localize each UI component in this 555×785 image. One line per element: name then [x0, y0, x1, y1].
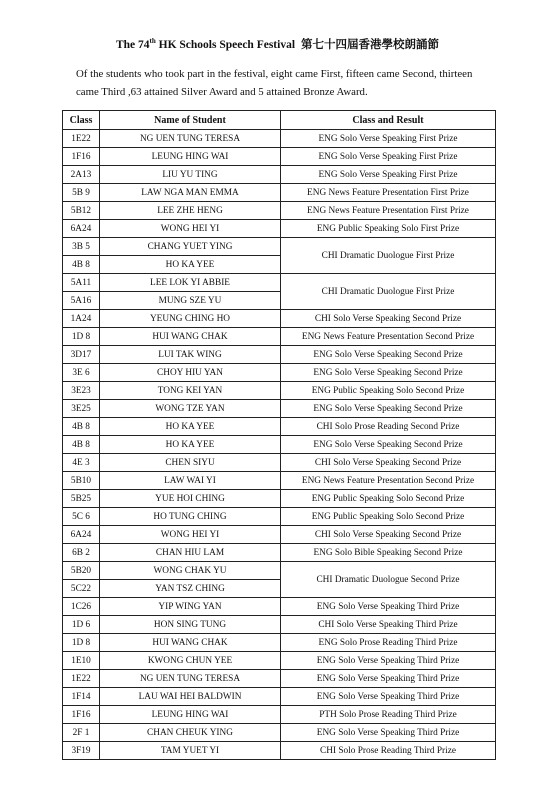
page-title [0, 36, 555, 52]
cell-result: PTH Solo Prose Reading Third Prize [281, 706, 496, 724]
table-row [63, 274, 496, 292]
cell-name: LAU WAI HEI BALDWIN [100, 688, 281, 706]
title-chinese: 第七十四屆香港學校朗誦節 [301, 37, 440, 51]
table-row [63, 400, 496, 418]
header-name: Name of Student [100, 111, 281, 130]
cell-result: CHI Solo Verse Speaking Second Prize [281, 310, 496, 328]
cell-name: CHOY HIU YAN [100, 364, 281, 382]
cell-class: 1C26 [63, 598, 100, 616]
cell-result: ENG Solo Verse Speaking First Prize [281, 166, 496, 184]
header-class: Class [63, 111, 100, 130]
table-row [63, 670, 496, 688]
table-row [63, 562, 496, 580]
cell-result: ENG Solo Bible Speaking Second Prize [281, 544, 496, 562]
cell-result: ENG News Feature Presentation First Prize [281, 202, 496, 220]
cell-class: 3F19 [63, 742, 100, 760]
cell-result: ENG Solo Verse Speaking Third Prize [281, 670, 496, 688]
cell-name: WONG CHAK YU [100, 562, 281, 580]
cell-result: CHI Solo Prose Reading Third Prize [281, 742, 496, 760]
cell-result: CHI Solo Verse Speaking Third Prize [281, 616, 496, 634]
cell-name: LIU YU TING [100, 166, 281, 184]
cell-name: LEUNG HING WAI [100, 706, 281, 724]
cell-name: CHANG YUET YING [100, 238, 281, 256]
cell-name: LUI TAK WING [100, 346, 281, 364]
cell-class: 5A16 [63, 292, 100, 310]
table-row [63, 634, 496, 652]
cell-class: 5C22 [63, 580, 100, 598]
cell-class: 3B 5 [63, 238, 100, 256]
table-row [63, 346, 496, 364]
cell-class: 5B10 [63, 472, 100, 490]
table-row [63, 454, 496, 472]
table-row [63, 616, 496, 634]
cell-result: ENG Solo Verse Speaking Second Prize [281, 400, 496, 418]
cell-name: TAM YUET YI [100, 742, 281, 760]
cell-class: 1D 8 [63, 328, 100, 346]
cell-name: NG UEN TUNG TERESA [100, 130, 281, 148]
cell-name: MUNG SZE YU [100, 292, 281, 310]
cell-class: 6A24 [63, 220, 100, 238]
cell-name: YIP WING YAN [100, 598, 281, 616]
table-row [63, 364, 496, 382]
cell-name: WONG TZE YAN [100, 400, 281, 418]
cell-name: LEE LOK YI ABBIE [100, 274, 281, 292]
cell-class: 1F16 [63, 706, 100, 724]
cell-result: ENG News Feature Presentation Second Prize [281, 328, 496, 346]
cell-name: TONG KEI YAN [100, 382, 281, 400]
cell-class: 5A11 [63, 274, 100, 292]
cell-name: YAN TSZ CHING [100, 580, 281, 598]
cell-class: 3E25 [63, 400, 100, 418]
cell-class: 3E 6 [63, 364, 100, 382]
cell-result: ENG Solo Verse Speaking Second Prize [281, 436, 496, 454]
table-row [63, 238, 496, 256]
cell-class: 2A13 [63, 166, 100, 184]
cell-class: 5B20 [63, 562, 100, 580]
header-result: Class and Result [281, 111, 496, 130]
table-row [63, 724, 496, 742]
cell-result: CHI Solo Prose Reading Second Prize [281, 418, 496, 436]
table-row [63, 382, 496, 400]
table-row [63, 166, 496, 184]
cell-name: HUI WANG CHAK [100, 328, 281, 346]
cell-name: HON SING TUNG [100, 616, 281, 634]
table-row [63, 508, 496, 526]
table-row [63, 418, 496, 436]
title-superscript: th [149, 37, 156, 46]
cell-class: 5B25 [63, 490, 100, 508]
cell-class: 4B 8 [63, 436, 100, 454]
cell-name: YUE HOI CHING [100, 490, 281, 508]
cell-name: CHAN CHEUK YING [100, 724, 281, 742]
cell-name: LAW WAI YI [100, 472, 281, 490]
cell-result: ENG News Feature Presentation Second Prize [281, 472, 496, 490]
table-row [63, 148, 496, 166]
table-row [63, 598, 496, 616]
cell-name: CHEN SIYU [100, 454, 281, 472]
table-row [63, 742, 496, 760]
cell-name: HO KA YEE [100, 418, 281, 436]
cell-result: ENG Solo Verse Speaking Second Prize [281, 364, 496, 382]
cell-result: ENG Public Speaking Solo Second Prize [281, 382, 496, 400]
cell-result: ENG Solo Verse Speaking First Prize [281, 148, 496, 166]
cell-class: 1E22 [63, 670, 100, 688]
table-row [63, 184, 496, 202]
cell-class: 4B 8 [63, 418, 100, 436]
cell-class: 4E 3 [63, 454, 100, 472]
results-table [62, 110, 496, 760]
cell-result: ENG Solo Prose Reading Third Prize [281, 634, 496, 652]
table-row [63, 328, 496, 346]
table-row [63, 220, 496, 238]
cell-class: 3D17 [63, 346, 100, 364]
cell-class: 6A24 [63, 526, 100, 544]
cell-name: KWONG CHUN YEE [100, 652, 281, 670]
table-row [63, 436, 496, 454]
cell-name: HO KA YEE [100, 256, 281, 274]
table-row [63, 490, 496, 508]
cell-result: ENG Public Speaking Solo Second Prize [281, 508, 496, 526]
table-row [63, 526, 496, 544]
cell-name: CHAN HIU LAM [100, 544, 281, 562]
cell-result: ENG Public Speaking Solo Second Prize [281, 490, 496, 508]
cell-name: HO TUNG CHING [100, 508, 281, 526]
cell-class: 4B 8 [63, 256, 100, 274]
cell-class: 1A24 [63, 310, 100, 328]
cell-class: 5B 9 [63, 184, 100, 202]
cell-name: LEUNG HING WAI [100, 148, 281, 166]
cell-result: ENG Public Speaking Solo First Prize [281, 220, 496, 238]
cell-result: ENG Solo Verse Speaking Third Prize [281, 598, 496, 616]
cell-name: WONG HEI YI [100, 526, 281, 544]
table-row [63, 310, 496, 328]
cell-name: HO KA YEE [100, 436, 281, 454]
table-row [63, 202, 496, 220]
cell-class: 5C 6 [63, 508, 100, 526]
cell-result: ENG Solo Verse Speaking Third Prize [281, 652, 496, 670]
cell-class: 1D 6 [63, 616, 100, 634]
cell-class: 1E10 [63, 652, 100, 670]
table-row [63, 544, 496, 562]
cell-result: ENG Solo Verse Speaking Third Prize [281, 688, 496, 706]
cell-class: 1D 8 [63, 634, 100, 652]
cell-result: CHI Dramatic Duologue Second Prize [281, 562, 496, 598]
cell-class: 6B 2 [63, 544, 100, 562]
cell-name: HUI WANG CHAK [100, 634, 281, 652]
cell-result: ENG Solo Verse Speaking Second Prize [281, 346, 496, 364]
table-row [63, 652, 496, 670]
title-prefix: The 74 [115, 39, 150, 51]
cell-class: 1F14 [63, 688, 100, 706]
cell-result: CHI Solo Verse Speaking Second Prize [281, 526, 496, 544]
cell-result: ENG Solo Verse Speaking Third Prize [281, 724, 496, 742]
cell-result: ENG News Feature Presentation First Prize [281, 184, 496, 202]
cell-name: LAW NGA MAN EMMA [100, 184, 281, 202]
table-row [63, 472, 496, 490]
table-row [63, 706, 496, 724]
table-header-row [63, 111, 496, 130]
cell-result: CHI Dramatic Duologue First Prize [281, 238, 496, 274]
cell-result: ENG Solo Verse Speaking First Prize [281, 130, 496, 148]
table-row [63, 688, 496, 706]
cell-class: 5B12 [63, 202, 100, 220]
table-row [63, 130, 496, 148]
cell-result: CHI Dramatic Duologue First Prize [281, 274, 496, 310]
intro-paragraph: Of the students who took part in the festival, eight came First, fifteen came Second, thirteen came Third ,63 attained Silver Award and 5 attained Bronze Award. [76, 68, 473, 98]
title-main: HK Schools Speech Festival [155, 39, 296, 51]
cell-class: 1E22 [63, 130, 100, 148]
cell-name: WONG HEI YI [100, 220, 281, 238]
cell-class: 1F16 [63, 148, 100, 166]
cell-name: NG UEN TUNG TERESA [100, 670, 281, 688]
cell-class: 2F 1 [63, 724, 100, 742]
cell-class: 3E23 [63, 382, 100, 400]
cell-name: LEE ZHE HENG [100, 202, 281, 220]
cell-name: YEUNG CHING HO [100, 310, 281, 328]
cell-result: CHI Solo Verse Speaking Second Prize [281, 454, 496, 472]
